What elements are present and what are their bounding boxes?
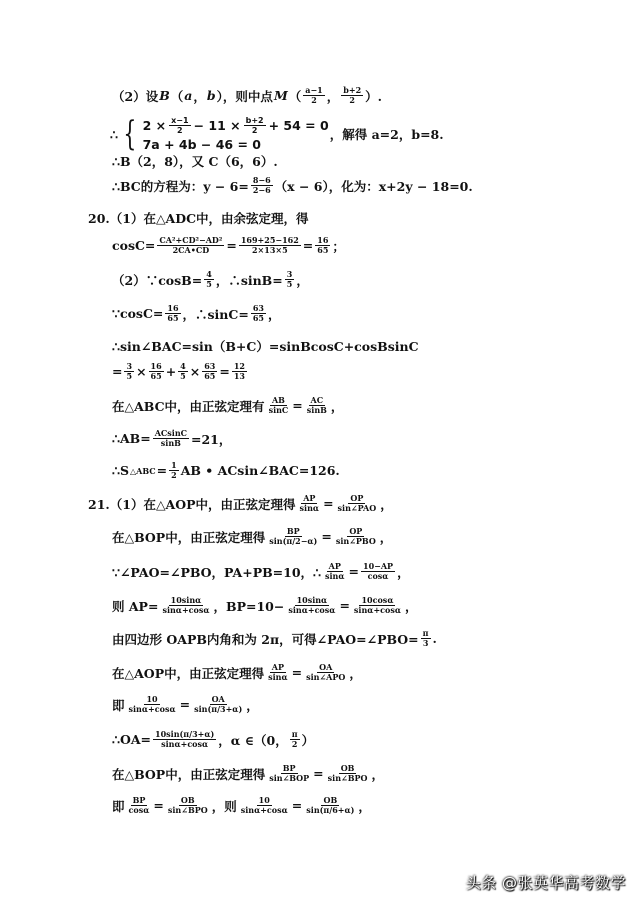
- text: ，: [326, 88, 340, 104]
- text: ）: [301, 732, 315, 748]
- text: （2）设: [112, 88, 159, 104]
- numerator: OP: [349, 526, 363, 536]
- denominator: 2CA•CD: [172, 245, 210, 256]
- denominator: sinα+cosα: [353, 605, 402, 616]
- text: 由四边形 OAPB内角和为 2π，可得∠PAO=∠PBO=: [112, 631, 419, 647]
- system-row-2: [143, 137, 329, 152]
- text: =: [292, 398, 303, 414]
- fraction: [153, 429, 189, 448]
- text: ，: [267, 306, 281, 322]
- fraction: [149, 362, 164, 381]
- text: ×: [189, 364, 201, 380]
- text: 21.（1）在△AOP中，由正弦定理得: [88, 496, 296, 512]
- denominator: 2−6: [252, 185, 271, 196]
- text: − 11 ×: [193, 118, 241, 134]
- denominator: 2: [311, 95, 317, 106]
- fraction: [192, 695, 244, 714]
- text: ，则: [211, 798, 237, 814]
- numerator: OB: [180, 795, 195, 805]
- text: ∵∠PAO=∠PBO，PA+PB=10，∴: [112, 564, 321, 580]
- text: ，: [330, 398, 344, 414]
- fraction: [267, 764, 311, 783]
- solution-line-10: [112, 362, 248, 381]
- solution-line-20: [112, 695, 259, 714]
- solution-line-19: [112, 663, 362, 682]
- var-m: M: [273, 88, 288, 104]
- numerator: 12: [233, 361, 245, 371]
- text: （x − 6），化为：x+2y − 18=0.: [274, 178, 473, 194]
- numerator: OA: [319, 662, 333, 672]
- solution-line-17: [112, 596, 418, 615]
- fraction: [336, 494, 379, 513]
- fraction: [124, 362, 134, 381]
- fraction: [169, 116, 190, 135]
- denominator: sin(π/3+α): [194, 704, 243, 715]
- problem-21-heading: [88, 494, 393, 513]
- text: （: [170, 88, 184, 104]
- fraction: [298, 494, 322, 513]
- numerator: b+2: [245, 116, 264, 125]
- numerator: 16: [317, 235, 329, 245]
- solution-line-4: [112, 176, 473, 195]
- var-b: B: [159, 88, 170, 104]
- solution-line-13: [112, 461, 340, 480]
- numerator: 3: [126, 361, 133, 371]
- text: =: [179, 697, 191, 713]
- denominator: 2×13×5: [251, 245, 288, 256]
- system-rows: [143, 116, 329, 152]
- equation-system: [119, 114, 329, 155]
- text: =: [302, 238, 314, 254]
- denominator: sin∠APO: [306, 672, 346, 683]
- numerator: 10: [258, 795, 270, 805]
- subscript: △ABC: [129, 465, 156, 476]
- numerator: CA²+CD²−AD²: [159, 235, 223, 245]
- text: ∴OA=: [112, 732, 152, 748]
- fraction: [165, 304, 180, 323]
- fraction: [244, 116, 266, 135]
- denominator: 65: [167, 313, 179, 324]
- text: ∴BC的方程为：y − 6=: [112, 178, 249, 194]
- brace-icon: {: [123, 114, 137, 155]
- denominator: sin∠BPO: [327, 773, 368, 784]
- denominator: 5: [180, 371, 186, 382]
- solution-line-22: [112, 764, 384, 783]
- denominator: 5: [206, 279, 212, 290]
- text: =: [339, 598, 350, 614]
- numerator: 8−6: [252, 175, 271, 185]
- text: ，: [405, 598, 418, 614]
- denominator: sinα: [325, 571, 345, 582]
- denominator: sinα+cosα: [288, 605, 336, 616]
- denominator: 2: [171, 470, 177, 481]
- denominator: 5: [126, 371, 133, 382]
- denominator: 5: [286, 279, 293, 290]
- system-row-1: [143, 116, 329, 135]
- text: 在△BOP中，由正弦定理得: [112, 766, 266, 782]
- denominator: sinC: [268, 405, 289, 416]
- numerator: 10sinα: [170, 595, 202, 605]
- solution-line-18: [112, 629, 437, 648]
- denominator: 65: [204, 371, 216, 382]
- denominator: 65: [150, 371, 162, 382]
- text: 在△BOP中，由正弦定理得: [112, 529, 266, 545]
- problem-20-heading: [88, 209, 309, 227]
- denominator: cosα: [128, 805, 150, 816]
- solution-line-23: [112, 796, 371, 815]
- fraction: [204, 270, 214, 289]
- solution-line-9: [112, 337, 419, 355]
- denominator: sin∠PAO: [337, 503, 377, 514]
- denominator: sinα: [268, 672, 288, 683]
- fraction: [267, 396, 291, 415]
- numerator: 16: [150, 361, 162, 371]
- numerator: π: [291, 729, 298, 739]
- therefore-symbol: ∴: [110, 126, 118, 142]
- text: （2）∵cosB=: [112, 272, 203, 288]
- numerator: 10cosα: [361, 595, 394, 605]
- numerator: 63: [204, 361, 216, 371]
- fraction: [127, 796, 152, 815]
- fraction: [303, 86, 324, 105]
- numerator: AP: [271, 662, 284, 672]
- fraction: [285, 270, 295, 289]
- fraction: [153, 730, 216, 749]
- watermark: 头条 @张英华高考数学: [465, 874, 626, 892]
- fraction: [232, 362, 247, 381]
- denominator: sin∠BPO: [167, 805, 208, 816]
- denominator: sin∠PBO: [335, 536, 376, 547]
- solution-line-16: [112, 562, 410, 581]
- numerator: a−1: [305, 85, 323, 95]
- text: =: [112, 364, 123, 380]
- numerator: AP: [328, 561, 341, 571]
- fraction: [127, 695, 178, 714]
- denominator: 2: [349, 95, 355, 106]
- fraction: [304, 663, 347, 682]
- numerator: OP: [350, 493, 364, 503]
- denominator: sinB: [306, 405, 327, 416]
- denominator: 13: [233, 371, 245, 382]
- text: ）.: [365, 88, 382, 104]
- text: AB • ACsin∠BAC=126.: [180, 463, 340, 479]
- text: 在△ABC中，由正弦定理有: [112, 398, 265, 414]
- solution-line-21: [112, 730, 314, 749]
- text: 7a + 4b − 46 = 0: [142, 137, 261, 153]
- fraction: [334, 527, 378, 546]
- numerator: x−1: [171, 116, 189, 125]
- text: ；: [332, 238, 345, 254]
- denominator: 2: [177, 126, 183, 136]
- numerator: OA: [211, 694, 225, 704]
- fraction: [202, 362, 217, 381]
- denominator: sinα+cosα: [161, 739, 209, 750]
- text: 即: [112, 697, 125, 713]
- fraction: [361, 562, 395, 581]
- text: =21，: [191, 431, 232, 447]
- text: ，: [379, 529, 393, 545]
- text: ，: [397, 564, 410, 580]
- fraction: [178, 362, 188, 381]
- fraction: [169, 461, 179, 480]
- text: + 54 = 0: [268, 118, 329, 134]
- text: ，: [296, 272, 309, 288]
- fraction: [421, 629, 431, 648]
- solution-line-12: [112, 429, 231, 448]
- solution-line-2: [110, 114, 444, 155]
- var-b2: b: [206, 88, 216, 104]
- numerator: BP: [132, 795, 146, 805]
- denominator: sinB: [160, 438, 181, 449]
- denominator: sinα+cosα: [240, 805, 288, 816]
- text: ，α ∈（0，: [218, 732, 288, 748]
- numerator: 63: [252, 303, 264, 313]
- numerator: AP: [303, 493, 316, 503]
- text: ，∴sinB=: [215, 272, 283, 288]
- denominator: 65: [317, 245, 329, 256]
- text: ，: [246, 697, 259, 713]
- text: =: [348, 564, 359, 580]
- text: ∴B（2，8），又 C（6，6）.: [112, 154, 278, 169]
- text: =: [291, 665, 303, 681]
- denominator: sin(π/2−α): [269, 536, 318, 547]
- numerator: b+2: [343, 85, 362, 95]
- text: =: [313, 766, 324, 782]
- text: ，解得 a=2，b=8.: [329, 127, 444, 143]
- fraction: [251, 304, 266, 323]
- numerator: 10−AP: [363, 561, 394, 571]
- numerator: 10sinα: [296, 595, 328, 605]
- text: =: [323, 496, 334, 512]
- numerator: 4: [180, 361, 186, 371]
- text: ∵cosC=: [112, 306, 164, 322]
- text: =: [156, 463, 168, 479]
- fraction: [315, 236, 330, 255]
- text: ，: [371, 766, 384, 782]
- fraction: [166, 796, 210, 815]
- text: ∴S: [112, 463, 129, 479]
- text: （: [288, 88, 302, 104]
- fraction: [352, 596, 403, 615]
- solution-line-7: [112, 270, 309, 289]
- text: 则 AP=: [112, 598, 159, 614]
- denominator: 2: [251, 126, 258, 136]
- solution-line-6: [112, 236, 345, 255]
- text: ∴sin∠BAC=sin（B+C）=sinBcosC+cosBsinC: [112, 339, 419, 354]
- numerator: 10sin(π/3+α): [155, 729, 215, 739]
- text: cosC=: [112, 238, 156, 254]
- fraction: [266, 663, 290, 682]
- text: ，: [193, 88, 206, 104]
- text: ，: [358, 798, 371, 814]
- numerator: OB: [340, 763, 355, 773]
- fraction: [290, 730, 300, 749]
- text: =: [291, 798, 303, 814]
- text: +: [165, 364, 177, 380]
- text: 2 ×: [142, 118, 167, 134]
- solution-line-1: [112, 86, 382, 105]
- text: ，∴sinC=: [182, 306, 249, 322]
- text: ∴AB=: [112, 431, 151, 447]
- text: =: [321, 529, 332, 545]
- numerator: 16: [167, 303, 179, 313]
- text: 在△AOP中，由正弦定理得: [112, 665, 265, 681]
- numerator: 1: [171, 460, 177, 470]
- text: ，: [349, 665, 362, 681]
- denominator: sinα+cosα: [128, 704, 176, 715]
- denominator: 3: [422, 638, 429, 649]
- numerator: 169+25−162: [240, 235, 299, 245]
- fraction: [341, 86, 363, 105]
- text: ，BP=10−: [213, 598, 285, 614]
- fraction: [251, 176, 273, 195]
- numerator: 4: [206, 269, 212, 279]
- fraction: [157, 236, 224, 255]
- solution-line-15: [112, 527, 392, 546]
- numerator: ACsinC: [154, 428, 188, 438]
- fraction: [305, 396, 329, 415]
- numerator: OB: [323, 795, 338, 805]
- denominator: sinα: [299, 503, 320, 514]
- solution-line-3: [112, 152, 278, 170]
- text: =: [153, 798, 164, 814]
- text: ×: [136, 364, 147, 380]
- text: ），则中点: [216, 88, 273, 104]
- denominator: sin(π/6+α): [306, 805, 355, 816]
- numerator: BP: [286, 526, 300, 536]
- text: .: [432, 631, 437, 647]
- denominator: sin∠BOP: [269, 773, 310, 784]
- text: =: [226, 238, 237, 254]
- fraction: [326, 764, 370, 783]
- denominator: 2: [291, 739, 298, 750]
- fraction: [323, 562, 347, 581]
- denominator: 65: [252, 313, 264, 324]
- text: =: [219, 364, 230, 380]
- solution-line-8: [112, 304, 280, 323]
- fraction: [286, 596, 337, 615]
- fraction: [160, 596, 211, 615]
- numerator: 10: [146, 694, 158, 704]
- denominator: cosα: [367, 571, 389, 582]
- fraction: [267, 527, 319, 546]
- text: 即: [112, 798, 125, 814]
- solution-line-11: [112, 396, 343, 415]
- numerator: BP: [282, 763, 296, 773]
- denominator: sinα+cosα: [162, 605, 210, 616]
- var-a: a: [184, 88, 193, 104]
- text: 20.（1）在△ADC中，由余弦定理，得: [88, 211, 309, 226]
- fraction: [239, 796, 290, 815]
- numerator: AC: [310, 395, 324, 405]
- fraction: [304, 796, 356, 815]
- fraction: [239, 236, 301, 255]
- numerator: AB: [271, 395, 285, 405]
- numerator: 3: [286, 269, 293, 279]
- text: ，: [380, 496, 393, 512]
- numerator: π: [422, 628, 429, 638]
